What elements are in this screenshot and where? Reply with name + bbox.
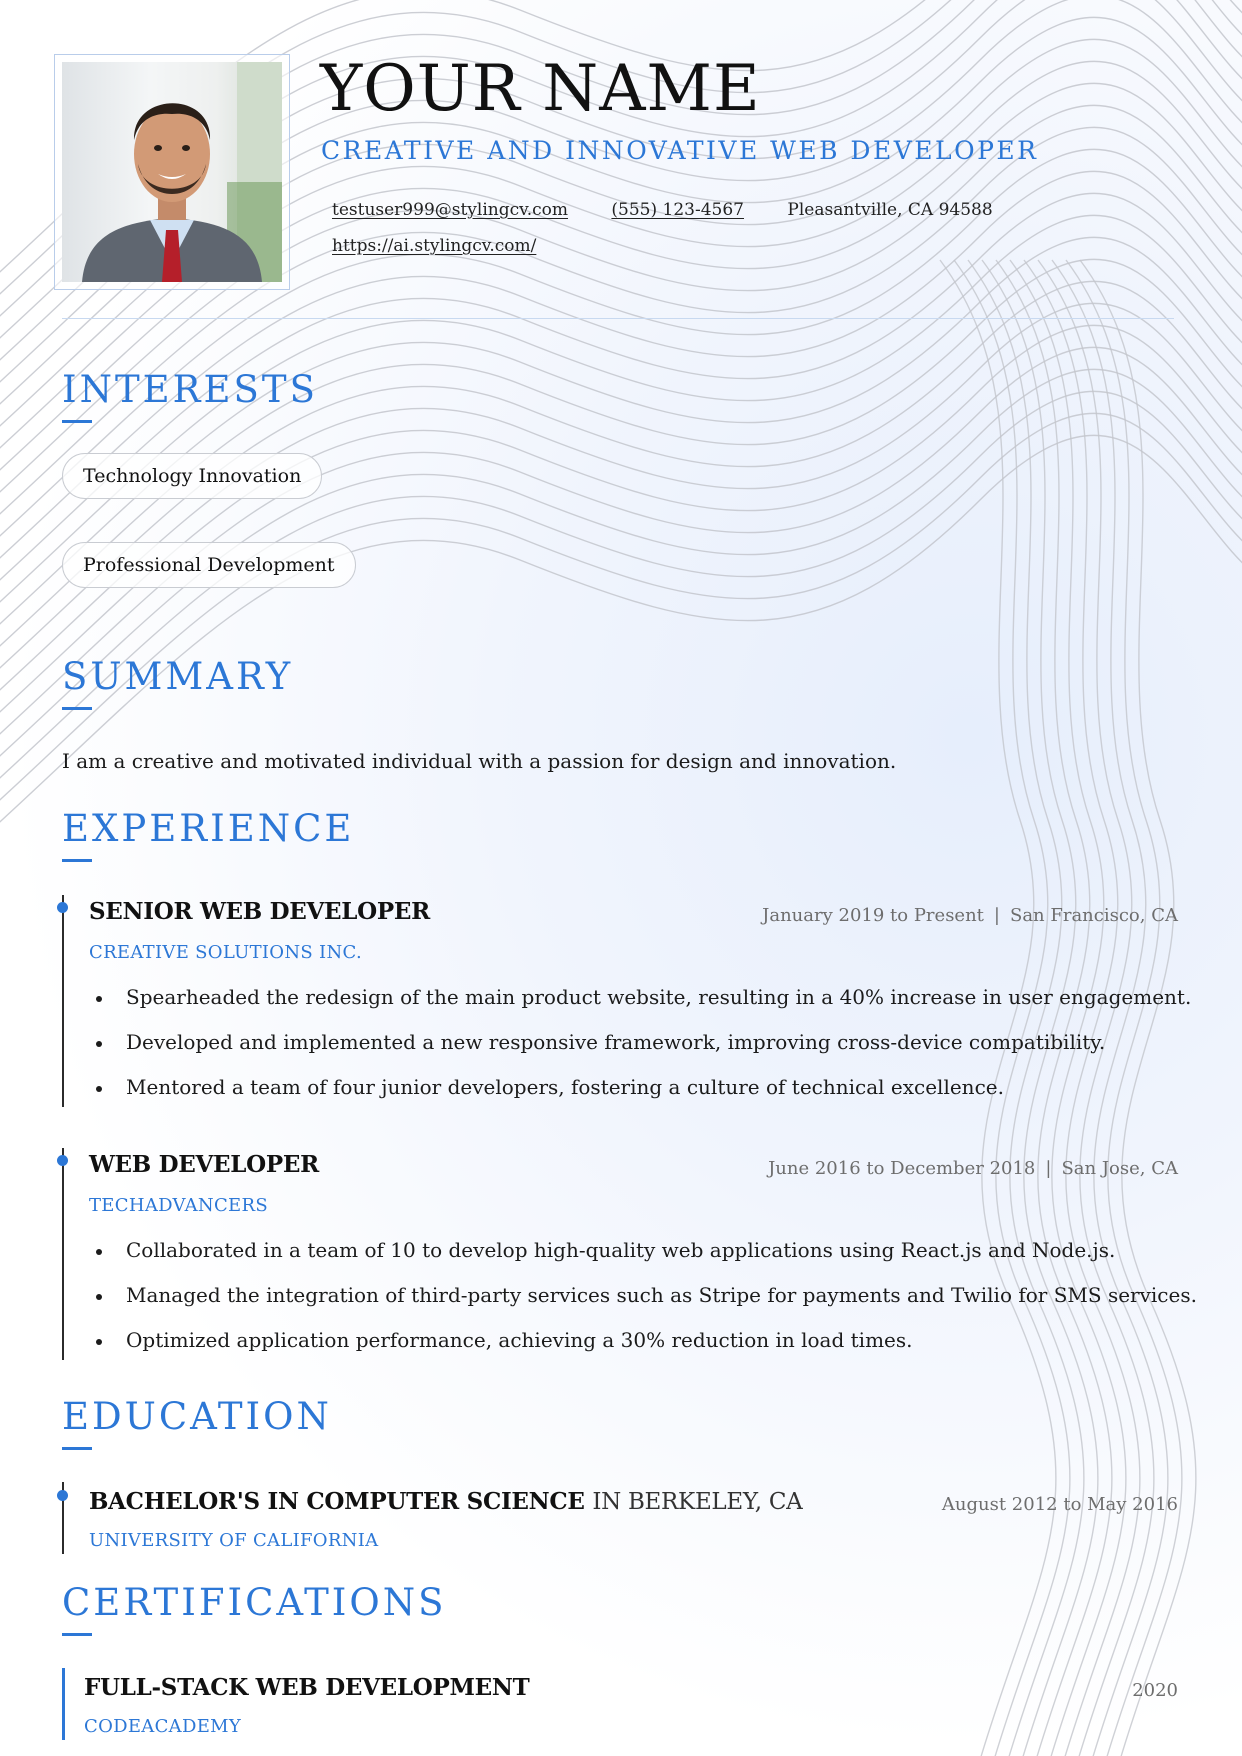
website-row <box>332 236 536 256</box>
education-heading-bar <box>62 1447 92 1450</box>
timeline-line <box>62 895 64 1107</box>
education-heading: EDUCATION <box>62 1395 332 1438</box>
timeline-line <box>62 1148 64 1360</box>
company-name: TECHADVANCERS <box>89 1195 268 1216</box>
bullet-item: Developed and implemented a new responsive framework, improving cross-device compatibility. <box>96 1030 1191 1075</box>
job-title: WEB DEVELOPER <box>89 1151 319 1178</box>
interests-heading-bar <box>62 420 92 423</box>
certification-name: FULL-STACK WEB DEVELOPMENT <box>84 1674 530 1701</box>
experience-heading: EXPERIENCE <box>62 807 355 850</box>
location-text: Pleasantville, CA 94588 <box>787 200 993 220</box>
avatar-illustration <box>62 62 282 282</box>
company-name: CREATIVE SOLUTIONS INC. <box>89 942 362 963</box>
phone-link[interactable]: (555) 123-4567 <box>611 200 744 220</box>
contact-info <box>332 200 1031 220</box>
job-location: San Jose, CA <box>1061 1158 1178 1179</box>
certifications-heading-bar <box>62 1633 92 1636</box>
interest-pill: Technology Innovation <box>62 453 322 499</box>
education-dates: August 2012 to May 2016 <box>941 1494 1178 1515</box>
summary-text: I am a creative and motivated individual with a passion for design and innovation. <box>62 749 897 773</box>
job-bullets <box>96 985 1191 1120</box>
certification-issuer: CODEACADEMY <box>84 1716 242 1737</box>
certifications-heading: CERTIFICATIONS <box>62 1581 447 1624</box>
timeline-dot <box>57 1155 68 1166</box>
job-dates: January 2019 to Present <box>762 905 984 926</box>
school-name: UNIVERSITY OF CALIFORNIA <box>89 1530 379 1551</box>
timeline-dot <box>57 902 68 913</box>
job-location: San Francisco, CA <box>1009 905 1178 926</box>
header-divider <box>62 318 1174 319</box>
bullet-item: Optimized application performance, achieving a 30% reduction in load times. <box>96 1328 1197 1373</box>
summary-heading: SUMMARY <box>62 655 294 698</box>
interest-pill: Professional Development <box>62 542 356 588</box>
certification-year: 2020 <box>1132 1680 1178 1701</box>
degree-title <box>89 1488 802 1515</box>
job-meta: June 2016 to December 2018 | San Jose, CA <box>768 1158 1178 1179</box>
bullet-item: Managed the integration of third-party services such as Stripe for payments and Twilio for SMS services. <box>96 1283 1197 1328</box>
degree-location: IN BERKELEY, CA <box>592 1489 803 1515</box>
timeline-dot <box>57 1490 68 1501</box>
interests-heading: INTERESTS <box>62 368 318 411</box>
job-meta: January 2019 to Present | San Francisco, CA <box>762 905 1178 926</box>
certification-accent-line <box>62 1668 65 1740</box>
job-bullets <box>96 1238 1197 1373</box>
bullet-item: Spearheaded the redesign of the main product website, resulting in a 40% increase in user engagement. <box>96 985 1191 1030</box>
profile-photo <box>62 62 282 282</box>
degree-name: BACHELOR'S IN COMPUTER SCIENCE <box>89 1488 585 1515</box>
candidate-name: YOUR NAME <box>320 52 761 126</box>
job-dates: June 2016 to December 2018 <box>768 1158 1036 1179</box>
experience-heading-bar <box>62 859 92 862</box>
bullet-item: Collaborated in a team of 10 to develop high-quality web applications using React.js and Node.js. <box>96 1238 1197 1283</box>
job-tagline: CREATIVE AND INNOVATIVE WEB DEVELOPER <box>321 136 1039 165</box>
bullet-item: Mentored a team of four junior developers, fostering a culture of technical excellence. <box>96 1075 1191 1120</box>
summary-heading-bar <box>62 707 92 710</box>
website-link[interactable]: https://ai.stylingcv.com/ <box>332 236 537 256</box>
profile-photo-frame <box>54 54 290 290</box>
email-link[interactable]: testuser999@stylingcv.com <box>332 200 569 220</box>
job-title: SENIOR WEB DEVELOPER <box>89 898 430 925</box>
